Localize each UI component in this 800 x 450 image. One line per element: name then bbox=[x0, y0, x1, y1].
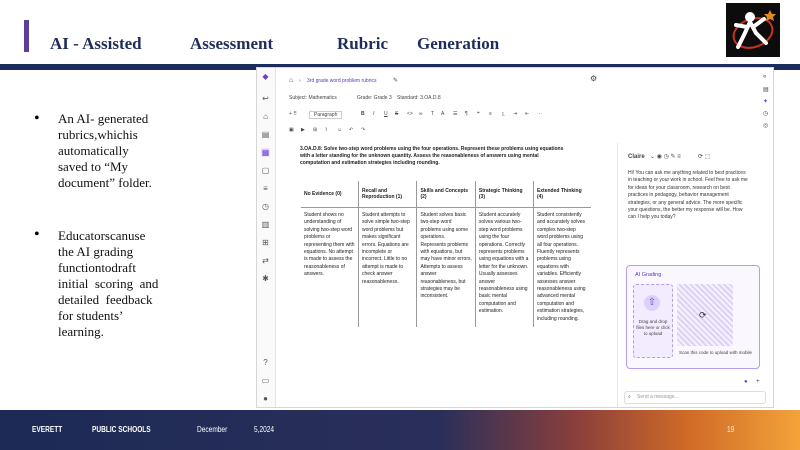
rubric-cell[interactable]: Student solves basic two-step word problems using some operations. Represents problems with equations, but may have minor errors. Attempts to assess answer reasonableness, but strategies may be inconsistent. bbox=[417, 208, 475, 328]
text-color-icon[interactable]: T bbox=[431, 111, 435, 117]
upload-label: Drag and drop files here or click to upload bbox=[636, 319, 670, 336]
upload-dropzone[interactable] bbox=[633, 284, 673, 358]
add-block-icon[interactable]: + ⠿ bbox=[289, 111, 297, 117]
rail-assistant-icon[interactable]: ✦ bbox=[763, 99, 769, 105]
rubric-header: Skills and Concepts (2) bbox=[417, 181, 475, 208]
video-icon[interactable]: ▶ bbox=[301, 127, 305, 133]
qr-code[interactable] bbox=[677, 284, 733, 346]
footer-date: 5,2024 bbox=[254, 425, 275, 434]
bullet-text-1 bbox=[58, 111, 152, 191]
rubric-row bbox=[301, 208, 591, 328]
quote-icon[interactable]: ❝ bbox=[477, 111, 480, 117]
bullet-text-2 bbox=[58, 228, 208, 340]
filter-standard[interactable]: Standard: 3.OA.D.8 bbox=[397, 95, 441, 101]
outdent-icon[interactable]: ⇤ bbox=[525, 111, 530, 117]
italic-icon[interactable]: I bbox=[373, 111, 375, 117]
rubric-header: Recall and Reproduction (1) bbox=[359, 181, 417, 208]
filter-grade[interactable]: Grade: Grade 3 bbox=[357, 95, 392, 101]
bullet-marker: • bbox=[34, 110, 40, 127]
app-screenshot bbox=[256, 67, 774, 408]
nav-rubric-icon[interactable]: ▦ bbox=[261, 148, 270, 157]
nav-file-icon[interactable]: ▢ bbox=[261, 166, 270, 175]
link-icon[interactable]: ∞ bbox=[419, 111, 423, 117]
bullet-line: Educatorscanuse bbox=[58, 228, 146, 243]
settings-gear-icon[interactable]: ⚙ bbox=[590, 74, 598, 83]
nav-settings-icon[interactable]: ✱ bbox=[262, 274, 269, 283]
refresh-icon[interactable]: ⟳ bbox=[699, 310, 707, 320]
nav-share-icon[interactable]: ⇄ bbox=[262, 256, 269, 265]
app-logo-icon[interactable]: ◆ bbox=[262, 72, 269, 81]
undo-icon[interactable]: ↶ bbox=[349, 127, 354, 133]
filter-subject[interactable]: Subject: Mathematics bbox=[289, 95, 337, 101]
slide-header bbox=[0, 0, 800, 64]
nav-book-icon[interactable]: ▤ bbox=[261, 130, 270, 139]
rubric-header: Extended Thinking (4) bbox=[533, 181, 591, 208]
editor-toolbar bbox=[289, 111, 594, 120]
bold-icon[interactable]: B bbox=[361, 111, 365, 117]
footer-schools: PUBLIC SCHOOLS bbox=[92, 425, 151, 434]
bullet-line: saved to “My bbox=[58, 159, 129, 174]
numbered-list-icon[interactable]: ⒈ bbox=[501, 112, 507, 118]
rubric-header: Strategic Thinking (3) bbox=[475, 181, 533, 208]
nav-list-icon[interactable]: ≡ bbox=[263, 184, 268, 193]
rubric-cell[interactable]: Student shows no understanding of solving two-step word problems or representing them with equations. No attempt is made to assess the reasonableness of answers. bbox=[301, 208, 359, 328]
slide-title-word: AI - Assisted bbox=[50, 34, 142, 53]
home-icon[interactable]: ⌂ bbox=[289, 77, 294, 84]
breadcrumb-separator-icon: › bbox=[299, 78, 301, 84]
strikethrough-icon[interactable]: S bbox=[395, 111, 399, 117]
assistant-panel bbox=[617, 143, 774, 407]
rubric-header-row bbox=[301, 181, 591, 208]
paragraph-style-select[interactable]: Paragraph bbox=[309, 111, 342, 119]
nav-back-icon[interactable]: ↩ bbox=[262, 94, 269, 103]
bullet-line: document” folder. bbox=[58, 175, 152, 190]
bullet-line: learning. bbox=[58, 324, 104, 339]
bullet-line: detailed feedback bbox=[58, 292, 153, 307]
message-input[interactable] bbox=[624, 391, 766, 404]
nav-help-icon[interactable]: ? bbox=[263, 358, 268, 367]
ai-grading-card bbox=[626, 265, 760, 369]
qr-caption: Scan this code to upload with mobile bbox=[679, 350, 753, 355]
assistant-message: Hi! You can ask me anything related to best practices in teaching or your work in school. Feel free to ask me for ideas for your classroom, research on best practices in pedagogy, behavior management strategies, or any general advice. The more specific your questions, the better my response will be. How can I help you today? bbox=[628, 170, 748, 221]
title-accent-bar bbox=[24, 20, 29, 52]
nav-clock-icon[interactable]: ◷ bbox=[262, 202, 269, 211]
app-left-rail bbox=[257, 68, 276, 407]
redo-icon[interactable]: ↷ bbox=[361, 127, 366, 133]
rail-history-icon[interactable]: ◷ bbox=[763, 111, 769, 117]
slide-number: 19 bbox=[727, 425, 735, 434]
nav-grid-icon[interactable]: ⊞ bbox=[262, 238, 269, 247]
slide-title-word: Rubric bbox=[337, 34, 388, 53]
bullet-line: automatically bbox=[58, 143, 129, 158]
rubric-cell[interactable]: Student accurately solves various two-step word problems using the four operations. Correctly represents problems using equations with a letter for the unknown. Usually assesses answer reasonableness using basic mental computation and estimation. bbox=[475, 208, 533, 328]
assistant-name: Claire bbox=[628, 154, 645, 160]
highlight-icon[interactable]: A bbox=[441, 111, 445, 117]
table-icon[interactable]: ⊞ bbox=[313, 127, 318, 133]
heading-icon[interactable]: ¶ bbox=[465, 111, 468, 117]
rail-collapse-icon[interactable]: « bbox=[763, 74, 767, 80]
bullet-list-icon[interactable]: ≡ bbox=[489, 111, 492, 117]
edit-icon[interactable]: ✎ bbox=[393, 78, 399, 84]
bullet-line: for students’ bbox=[58, 308, 124, 323]
rail-globe-icon[interactable]: ◎ bbox=[763, 123, 769, 129]
footer-district: EVERETT bbox=[32, 425, 63, 434]
bullet-line: the AI grading bbox=[58, 244, 134, 259]
more-icon[interactable]: ⋯ bbox=[537, 111, 542, 117]
upload-icon: ⇧ bbox=[644, 295, 660, 311]
standard-description: 3.OA.D.8: Solve two-step word problems using the four operations. Represent these problems using equations with a letter standing for the unknown quantity. Assess the reasonableness of answers using mental computation and estimation strategies including rounding. bbox=[300, 146, 564, 166]
message-placeholder: Send a message... bbox=[637, 394, 679, 400]
rubric-cell[interactable]: Student consistently and accurately solves complex two-step word problems using all four operations. Fluently represents problems using equations with variables. Efficiently assesses answer reasonableness using advanced mental computation and estimation strategies, including rounding. bbox=[536, 212, 586, 322]
assistant-menu-icon[interactable]: ⌄ ◉ ◷ ✎ ≡ bbox=[650, 154, 681, 160]
bullet-line: An AI- generated bbox=[58, 111, 149, 126]
voice-icon[interactable]: ● bbox=[744, 379, 748, 385]
emoji-icon[interactable]: ☺ bbox=[337, 127, 343, 133]
attach-file-icon[interactable]: + bbox=[756, 379, 760, 385]
image-icon[interactable]: ▣ bbox=[289, 127, 294, 133]
code-icon[interactable]: <> bbox=[407, 111, 413, 117]
bullet-line: initial scoring and bbox=[58, 276, 159, 291]
breadcrumb[interactable]: 3rd grade word problem rubrics bbox=[307, 78, 377, 84]
indent-icon[interactable]: ⇥ bbox=[513, 111, 518, 117]
rubric-table bbox=[301, 181, 591, 327]
align-icon[interactable]: ☰ bbox=[453, 111, 458, 117]
slide-title-word: Generation bbox=[417, 34, 500, 53]
search-icon: ⌕ bbox=[628, 394, 631, 400]
bullet-line: functiontodraft bbox=[58, 260, 136, 275]
slide-title-word: Assessment bbox=[190, 34, 274, 53]
rubric-header: No Evidence (0) bbox=[301, 181, 359, 208]
bullet-line: rubrics,whichis bbox=[58, 127, 138, 142]
underline-icon[interactable]: U bbox=[384, 111, 388, 117]
bullet-marker: • bbox=[34, 226, 40, 243]
nav-user-icon[interactable]: ● bbox=[263, 394, 268, 403]
nav-home-icon[interactable]: ⌂ bbox=[263, 112, 268, 121]
nav-chart-icon[interactable]: ▥ bbox=[261, 220, 270, 229]
assistant-actions-icon[interactable]: ⟳ ⬚ bbox=[698, 154, 711, 160]
footer-month: December bbox=[197, 425, 228, 434]
nav-chat-icon[interactable]: ▭ bbox=[261, 376, 270, 385]
school-logo bbox=[726, 3, 780, 57]
ai-grading-title: AI Grading bbox=[635, 272, 662, 278]
attach-icon[interactable]: ⌇ bbox=[325, 127, 328, 133]
rubric-cell[interactable]: Student attempts to solve simple two-step word problems but makes significant errors. Equations are incomplete or incorrect. Little to no attempt is made to check answer reasonableness. bbox=[359, 208, 417, 328]
editor-toolbar-row2 bbox=[289, 127, 409, 136]
rail-docs-icon[interactable]: ▤ bbox=[763, 87, 769, 93]
